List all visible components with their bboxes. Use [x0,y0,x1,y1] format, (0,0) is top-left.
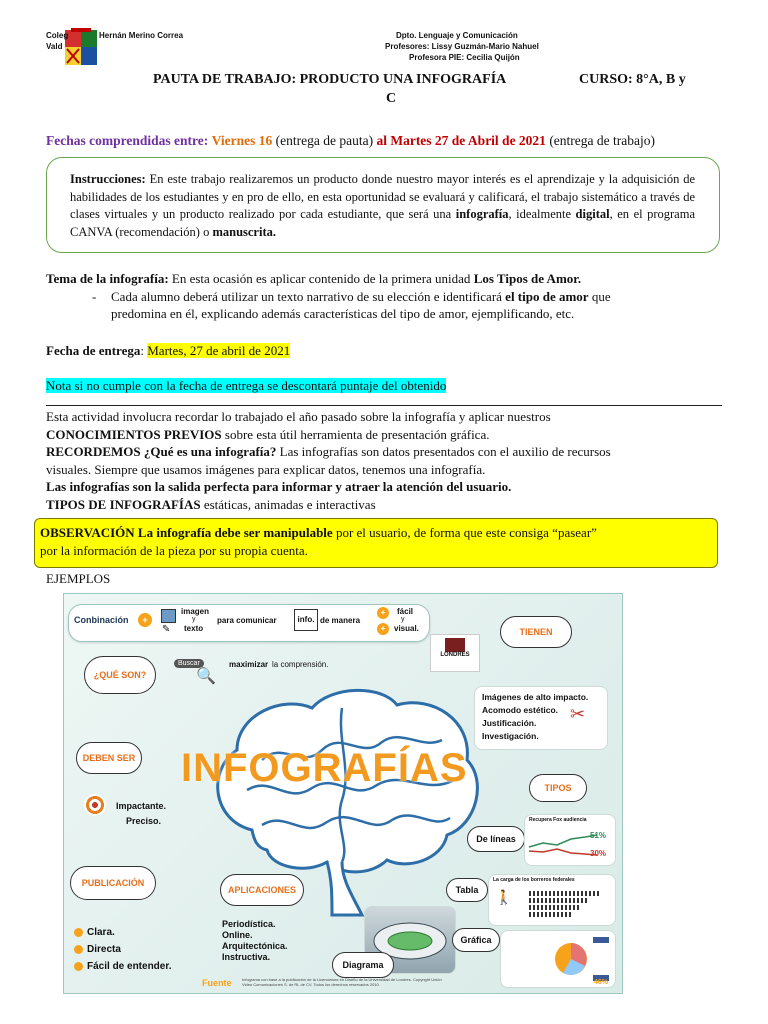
body-prev-bold: CONOCIMIENTOS PREVIOS [46,426,222,442]
course-label: CURSO: 8°A, B y [579,72,686,87]
theme-bullet [111,288,711,322]
logo-building-icon [445,638,465,652]
de-lineas-label: De líneas [476,834,516,844]
impactante-label: Impactante. [116,801,167,811]
tienen-item: Investigación. [482,731,539,741]
instructions-label: Instrucciones: [70,172,146,186]
buscar-label: Buscar [174,659,204,668]
observation-text [40,524,710,560]
plus-icon-3: + [377,623,389,635]
instructions-body: En este trabajo realizaremos un producto donde nuestro mayor interés es el aprendizaje y la adquisición de habilidades de los estudiantes y en pro de ello, en esta oportunidad se evaluará y calificará, el trabajo sistemático a través de clases virtuales y un producto realizado por cada estudiante, que será una [70,172,696,221]
aplicaciones-label: APLICACIONES [227,885,296,895]
pub-item-label: Directa [87,944,121,955]
table-row [529,912,573,917]
aplicaciones-list [222,919,288,963]
instructions-body-2: , idealmente [508,207,572,221]
app-item: Instructiva. [222,952,271,962]
table-panel [488,874,616,926]
pct-red: 30% [590,849,607,858]
big-title: INFOGRAFÍAS [181,746,468,790]
delivery-date: Martes, 27 de abril de 2021 [147,343,291,358]
body-block [46,408,726,514]
plus-icon [74,962,83,971]
instructions-digital: digital [575,207,610,221]
tienen-item: Justificación. [482,718,537,728]
tabla-label: Tabla [455,885,479,895]
pub-item-label: Fácil de entender. [87,961,172,972]
date-end-note: (entrega de trabajo) [549,133,655,148]
body-prev-text: sobre esta útil herramienta de presentación gráfica. [224,426,490,442]
publicacion-list [74,924,171,975]
date-range [46,132,655,149]
observation-bold: La infografía debe ser manipulable [137,525,333,540]
de-manera-label: de manera [320,616,361,625]
tienen-label: TIENEN [519,627,553,637]
body-line-5 [46,478,726,496]
visual-label: visual. [394,624,419,633]
body-line-1: Esta actividad involucra recordar lo trabajado el año pasado sobre la infografía y aplicar nuestros [46,409,551,424]
course-label-tail: C [386,91,397,106]
que-son-label: ¿QUÉ SON? [93,670,147,680]
university-logo [430,634,480,672]
magnifier-icon: 🔍 [196,668,216,685]
tabla-cloud [446,878,488,902]
body-rec-bold: RECORDEMOS ¿Qué es una infografía? [46,444,277,460]
app-item: Arquitectónica. [222,941,288,951]
department: Dpto. Lenguaje y Comunicación [396,31,518,40]
pub-item-label: Clara. [87,927,115,938]
plus-icon [74,945,83,954]
line-chart-panel [524,814,616,866]
body-bold-line: Las infografías son la salida perfecta para informar y atraer la atención del usuario. [46,479,512,495]
observation-label: OBSERVACIÓN [40,525,135,540]
y2-label: y [401,616,405,623]
facil-label: fácil [397,607,414,616]
tienen-item: Acomodo estético. [482,705,559,715]
diagrama-label: Diagrama [342,960,384,970]
plus-icon: + [138,613,152,627]
pub-item [74,941,171,958]
image-icon [161,609,176,623]
date-end: al Martes 27 de Abril de 2021 [376,133,546,148]
delivery-note [46,377,446,394]
table-row [529,891,599,896]
fuente-note: Infograma con base a la publicación de la Licenciatura en Diseño de la Universidad de Londres. Copyright Unión Video Comunicaciones S. de RL de CV. Todos los derechos reservados 2010. [242,977,442,987]
plus-icon-2: + [377,607,389,619]
observation-body: por el usuario, de forma que este consiga “pasear” [335,525,597,540]
body-line-2 [46,426,726,444]
y-label: y [192,616,196,623]
grafica-cloud [452,928,500,952]
grafica-label: Gráfica [460,935,492,945]
theme-label: Tema de la infografía: [46,271,169,286]
separator-line [46,405,722,406]
instructions-body-3: , en el programa CANVA (recomendación) o [70,207,696,239]
line-chart-title: Recupera Fox audiencia [529,817,587,823]
body-types-bold: TIPOS DE INFOGRAFÍAS [46,496,201,512]
pie-teacher: Profesora PIE: Cecilia Quijón [409,53,520,62]
logo-text: LONDRES [440,652,470,658]
date-start: Viernes 16 [211,133,273,148]
table-row [529,905,579,910]
tipos-label: TIPOS [544,783,572,793]
delivery-colon: : [140,343,144,358]
date-start-note: (entrega de pauta) [275,133,374,148]
de-lineas-cloud [467,826,525,852]
theme-bullet-bold: el tipo de amor [505,289,589,304]
publicacion-label: PUBLICACIÓN [81,878,145,888]
theme-bullet-text: Cada alumno deberá utilizar un texto narrativo de su elección e identificará [111,289,502,304]
fuente-label: Fuente [202,978,232,988]
preciso-label: Preciso. [126,816,162,826]
publicacion-cloud [70,866,156,900]
pct-green: 51% [590,831,607,840]
school-city: Vald [46,42,63,51]
pub-item [74,924,171,941]
theme-bullet-line2: predomina en él, explicando además características del tipo de amor, ejemplificando, etc. [111,306,575,321]
theme-line [46,270,581,287]
app-item: Online. [222,930,253,940]
school-name: Coleg [46,31,69,40]
delivery-line [46,342,290,359]
tienen-item: Imágenes de alto impacto. [482,692,589,702]
instructions-manuscrita: manuscrita. [212,224,276,239]
delivery-label: Fecha de entrega [46,343,141,358]
body-types-text: estáticas, animadas e interactivas [203,496,376,512]
body-line-6 [46,496,726,514]
combination-label: Conbinación [74,615,129,625]
body-rec-text: Las infografías son datos presentados con el auxilio de recursos [279,444,611,460]
theme-bullet-tail: que [591,289,611,304]
observation-line2: por la información de la pieza por su propia cuenta. [40,543,308,558]
theme-text: En esta ocasión es aplicar contenido de la primera unidad [171,271,471,286]
infographic-image [63,593,623,994]
plus-icon [74,928,83,937]
table-rows [529,889,609,919]
deben-ser-label: DEBEN SER [82,753,136,763]
texto-label: texto [184,624,204,633]
maximizar-label: maximizar [229,660,269,669]
date-range-label: Fechas comprendidas entre: [46,133,209,148]
table-title: La carga de los borreros federales [493,877,575,883]
pub-item [74,958,171,975]
table-row [529,898,589,903]
pencil-icon: ✎ [162,624,171,635]
instructions-infografia: infografía [455,207,509,221]
tools-icon: ✂ [570,704,586,724]
page-title: PAUTA DE TRABAJO: PRODUCTO UNA INFOGRAFÍA [153,72,507,87]
info-label: info. [297,615,315,624]
instructions-text [70,171,695,241]
para-comunicar-label: para comunicar [217,616,277,625]
diagrama-cloud [332,952,394,978]
examples-label: EJEMPLOS [46,571,111,586]
target-icon [84,794,106,816]
body-line-4: visuales. Siempre que usamos imágenes para explicar datos, tenemos una infografía. [46,461,486,477]
tienen-cloud [500,616,572,648]
tipos-cloud [529,774,587,802]
imagen-label: imagen [181,607,210,616]
school-name-rest: Hernán Merino Correa [99,31,184,40]
theme-bullet-dash: - [92,289,97,304]
info-box [294,609,318,631]
comprension-label: la comprensión. [272,660,329,669]
body-line-3 [46,443,726,461]
pct-pie: 46% [594,979,609,986]
que-son-cloud [84,656,156,694]
deben-ser-cloud [76,742,142,774]
app-item: Periodística. [222,919,276,929]
school-crest [64,28,98,68]
delivery-note-text: Nota si no cumple con la fecha de entrega se descontará puntaje del obtenido [46,378,447,393]
theme-bold: Los Tipos de Amor. [473,271,582,286]
teachers: Profesores: Lissy Guzmán-Mario Nahuel [385,42,539,51]
person-icon: 🚶 [495,889,513,905]
aplicaciones-cloud [220,874,304,906]
